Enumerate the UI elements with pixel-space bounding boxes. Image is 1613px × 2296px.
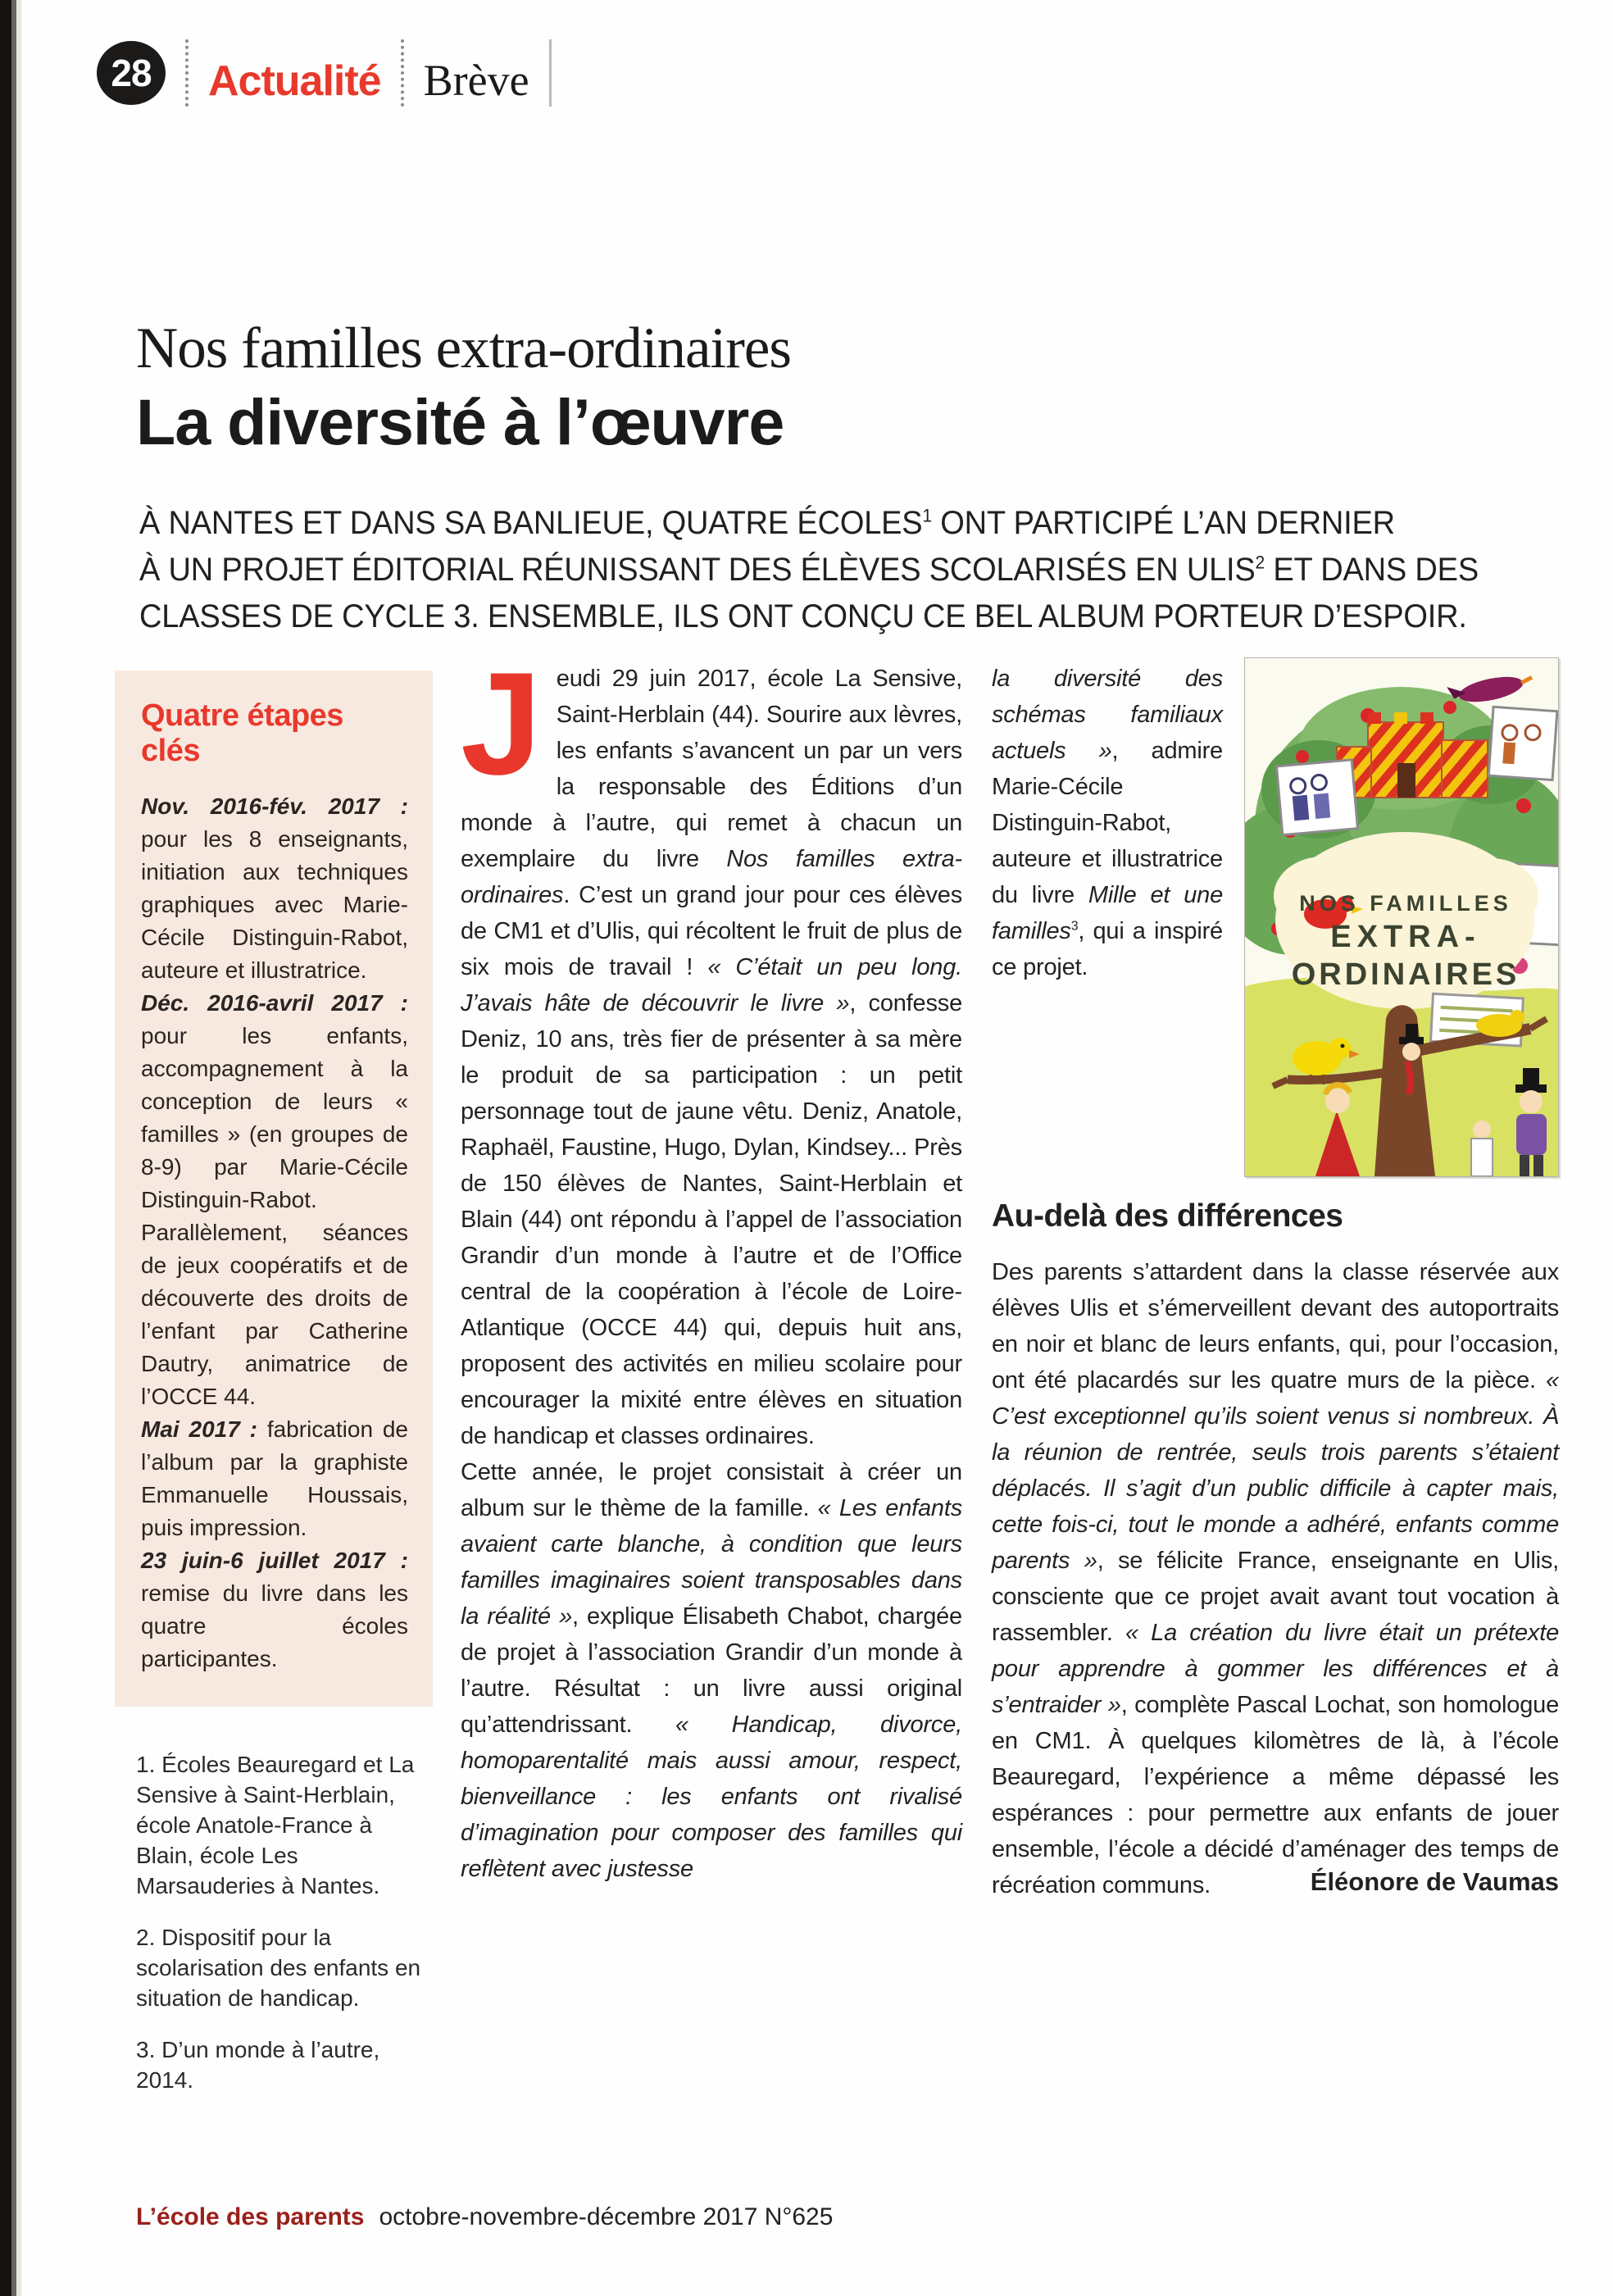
key-steps-box: [115, 671, 433, 1707]
dropcap: J: [461, 642, 542, 805]
paragraph-text: Cette année, le projet consistait à créer un album sur le thème de la famille. « Les enfants avaient carte blanche, à condition que leurs familles imaginaires soient transposables dans la réalité », explique Élisabeth Chabot, chargée de projet à l’association Grandir d’un monde à l’autre. Résultat : un livre aussi original qu’attendrissant. « Handicap, divorce, homoparentalité mais aussi amour, respect, bienveillance : les enfants ont rivalisé d’imagination pour composer des familles qui reflètent avec justesse: [461, 1459, 962, 1882]
paragraph-text: eudi 29 juin 2017, école La Sensive, Saint-Herblain (44). Sourire aux lèvres, les enfants s’avancent un par un vers la responsable des Éditions d’un monde à l’autre, qui remet à chacun un exemplaire du livre Nos familles extra-ordinaires. C’est un grand jour pour ces élèves de CM1 et d’Ulis, qui récoltent le fruit de plus de six mois de travail ! « C’était un peu long. J’avais hâte de découvrir le livre », confesse Deniz, 10 ans, très fier de présenter à sa mère le produit de sa participation : un petit personnage tout de jaune vêtu. Deniz, Anatole, Raphaël, Faustine, Hugo, Dylan, Kindsey... Près de 150 élèves de Nantes, Saint-Herblain et Blain (44) ont répondu à l’appel de l’association Grandir d’un monde à l’autre et de l’Office central de la coopération à l’école de Loire-Atlantique (OCCE 44) qui, depuis huit ans, proposent des activités en milieu scolaire pour encourager la mixité entre élèves en situation de handicap et classes ordinaires.: [461, 666, 962, 1449]
middle-column: [461, 642, 962, 1887]
key-step-entry: [141, 1413, 408, 1544]
cover-title-line2: EXTRA-: [1330, 920, 1481, 954]
key-steps-title: Quatre étapes clés: [141, 698, 343, 768]
key-step-text: pour les enfants, accompagnement à la conception de leurs « familles » (en groupes de 8-9) par Marie-Cécile Distinguin-Rabot. Parallèlement, séances de jeux coopératifs et de découverte des droits de l’enfant par Catherine Dautry, animatrice de l’OCCE 44.: [141, 1023, 408, 1409]
left-column: [115, 671, 433, 2116]
page-number-badge: [97, 41, 166, 105]
standfirst-line: CLASSES DE CYCLE 3. ENSEMBLE, ILS ONT CONÇU CE BEL ALBUM PORTEUR D’ESPOIR.: [139, 598, 1467, 634]
page-number: 28: [111, 52, 152, 94]
book-cover-illustration: [1245, 658, 1558, 1176]
key-step-date: Nov. 2016-fév. 2017 :: [141, 793, 408, 819]
standfirst-line: À NANTES ET DANS SA BANLIEUE, QUATRE ÉCOLES$^1$ ONT PARTICIPÉ L’AN DERNIER: [139, 505, 1395, 541]
section-label: Actualité: [208, 57, 381, 105]
article-kicker: Nos familles extra-ordinaires: [136, 316, 792, 380]
article-title: La diversité à l’œuvre: [136, 385, 784, 458]
key-step-date: 23 juin-6 juillet 2017 :: [141, 1548, 408, 1573]
key-step-entry: [141, 1544, 408, 1675]
book-cover-image: [1244, 657, 1559, 1177]
footnotes: [136, 1749, 431, 2095]
header-divider: [185, 39, 189, 107]
title-block: [136, 316, 1529, 457]
key-step-date: Mai 2017 :: [141, 1416, 257, 1442]
standfirst: [139, 500, 1533, 640]
article-subhead: Au-delà des différences: [992, 1198, 1343, 1234]
article-paragraph-2: [461, 1454, 962, 1887]
scan-edge-artifact: [0, 0, 25, 2296]
paragraph-text: la diversité des schémas familiaux actuels », admire Marie-Cécile Distinguin-Rabot, auteure et illustratrice du livre Mille et une familles$^3$, qui a inspiré ce projet.: [992, 666, 1223, 980]
rubric-label: Brève: [423, 56, 529, 105]
author-byline: Éléonore de Vaumas: [1310, 1867, 1559, 1896]
cover-title-line1: NOS FAMILLES: [1299, 891, 1512, 916]
footnote-3: 3. D’un monde à l’autre, 2014.: [136, 2037, 380, 2093]
key-step-date: Déc. 2016-avril 2017 :: [141, 990, 408, 1016]
paragraph-text: Des parents s’attardent dans la classe réservée aux élèves Ulis et s’émerveillent devant des autoportraits en noir et blanc de leurs enfants, qui, pour l’occasion, ont été placardés sur les quatre murs de la pièce. « C’est exceptionnel qu’ils soient venus si nombreux. À la réunion de rentrée, seuls trois parents s’étaient déplacés. Il s’agit d’un public difficile à capter mais, cette fois-ci, tout le monde a adhéré, enfants comme parents », se félicite France, enseignante en Ulis, consciente que ce projet avait avant tout vocation à rassembler. « La création du livre était un prétexte pour apprendre à gommer les différences et à s’entraider », complète Pascal Lochat, son homologue en CM1. À quelques kilomètres de là, à l’école Beauregard, l’expérience a même dépassé les espérances : pour permettre aux enfants de jouer ensemble, l’école a décidé d’aménager des temps de récréation communs.: [992, 1259, 1559, 1898]
header-divider: [549, 39, 552, 107]
page-footer: [136, 2203, 833, 2231]
header-divider: [401, 39, 404, 107]
key-step-text: fabrication de l’album par la graphiste Emmanuelle Houssais, puis impression.: [141, 1416, 408, 1540]
footnote-2: 2. Dispositif pour la scolarisation des enfants en situation de handicap.: [136, 1925, 421, 2011]
key-step-entry: [141, 790, 408, 987]
standfirst-line: À UN PROJET ÉDITORIAL RÉUNISSANT DES ÉLÈVES SCOLARISÉS EN ULIS$^2$ ET DANS DES: [139, 552, 1479, 588]
footnote-1: 1. Écoles Beauregard et La Sensive à Saint-Herblain, école Anatole-France à Blain, école Les Marsauderies à Nantes.: [136, 1752, 415, 1898]
page-header: [97, 38, 571, 108]
key-step-text: remise du livre dans les quatre écoles participantes.: [141, 1580, 408, 1671]
key-step-entry: [141, 987, 408, 1413]
right-column: [992, 661, 1559, 1897]
issue-info: octobre-novembre-décembre 2017 N°625: [379, 2203, 834, 2230]
magazine-name: L’école des parents: [136, 2203, 365, 2230]
key-step-text: pour les 8 enseignants, initiation aux techniques graphiques avec Marie-Cécile Distinguin-Rabot, auteure et illustratrice.: [141, 826, 408, 983]
article-paragraph-4: [992, 1254, 1559, 1903]
cover-title-line3: ORDINAIRES: [1291, 957, 1520, 992]
article-paragraph-1: [461, 642, 962, 1454]
